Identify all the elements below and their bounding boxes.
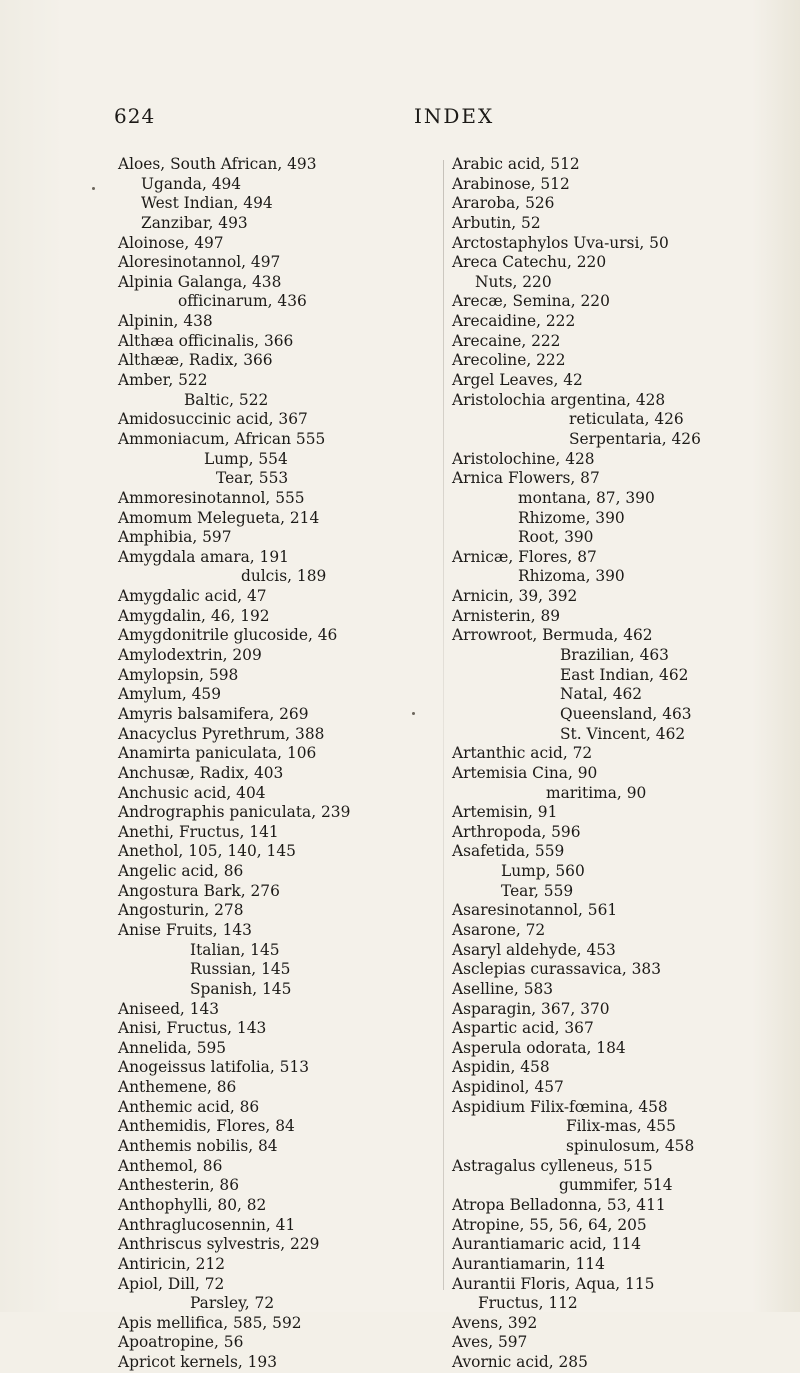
index-entry: Anise Fruits, 143 bbox=[118, 920, 252, 939]
index-column-right bbox=[452, 155, 764, 1373]
index-entry: Arecæ, Semina, 220 bbox=[452, 292, 610, 311]
index-entry: Aurantiamarin, 114 bbox=[452, 1254, 605, 1273]
index-entry: Aves, 597 bbox=[452, 1333, 528, 1352]
index-entry: Amylopsin, 598 bbox=[118, 665, 239, 684]
index-subentry: Natal, 462 bbox=[560, 685, 643, 704]
ink-speck bbox=[412, 712, 415, 715]
index-entry: Apricot kernels, 193 bbox=[118, 1353, 278, 1372]
index-entry: Aristolochia argentina, 428 bbox=[452, 390, 666, 409]
index-subentry: Rhizoma, 390 bbox=[518, 567, 625, 586]
index-entry: Anthemis nobilis, 84 bbox=[118, 1137, 278, 1156]
index-entry: Amidosuccinic acid, 367 bbox=[118, 410, 308, 429]
index-subentry: Tear, 559 bbox=[501, 881, 574, 900]
index-subentry: Queensland, 463 bbox=[560, 704, 692, 723]
index-subentry: Tear, 553 bbox=[216, 469, 289, 488]
index-entry: Apoatropine, 56 bbox=[118, 1333, 244, 1352]
index-entry: Arnicæ, Flores, 87 bbox=[452, 547, 597, 566]
column-gutter bbox=[443, 160, 444, 1290]
index-entry: Amyris balsamifera, 269 bbox=[118, 704, 309, 723]
index-entry: Amygdonitrile glucoside, 46 bbox=[118, 626, 338, 645]
index-entry: Arctostaphylos Uva-ursi, 50 bbox=[452, 233, 669, 252]
index-entry: Ammoresinotannol, 555 bbox=[118, 488, 305, 507]
index-entry: Amygdala amara, 191 bbox=[118, 547, 289, 566]
index-entry: Areca Catechu, 220 bbox=[452, 253, 607, 272]
index-entry: Aspidinol, 457 bbox=[452, 1078, 564, 1097]
index-subentry: East Indian, 462 bbox=[560, 665, 689, 684]
index-entry: Anethol, 105, 140, 145 bbox=[118, 842, 296, 861]
index-subentry: Parsley, 72 bbox=[190, 1294, 275, 1313]
index-subentry: Baltic, 522 bbox=[184, 390, 269, 409]
index-entry: Anthophylli, 80, 82 bbox=[118, 1195, 267, 1214]
index-entry: Arnica Flowers, 87 bbox=[452, 469, 600, 488]
index-subentry: officinarum, 436 bbox=[178, 292, 307, 311]
index-entry: Asclepias curassavica, 383 bbox=[452, 960, 662, 979]
index-entry: Alpinia Galanga, 438 bbox=[118, 272, 282, 291]
index-entry: Aurantii Floris, Aqua, 115 bbox=[452, 1274, 655, 1293]
index-entry: Artemisia Cina, 90 bbox=[452, 763, 598, 782]
index-subentry: maritima, 90 bbox=[546, 783, 647, 802]
index-column-left bbox=[118, 155, 423, 1373]
index-entry: Arnicin, 39, 392 bbox=[452, 587, 578, 606]
index-subentry: Root, 390 bbox=[518, 528, 594, 547]
index-subentry: Nuts, 220 bbox=[475, 272, 552, 291]
index-subentry: Italian, 145 bbox=[190, 940, 280, 959]
index-entry: Arabic acid, 512 bbox=[452, 155, 580, 173]
index-entry: Amomum Melegueta, 214 bbox=[118, 508, 320, 527]
index-entry: Anthemic acid, 86 bbox=[118, 1097, 260, 1116]
index-entry: Angosturin, 278 bbox=[118, 901, 244, 920]
index-entry: Ammoniacum, African 555 bbox=[118, 429, 326, 448]
ink-speck bbox=[92, 187, 95, 190]
index-subentry: Zanzibar, 493 bbox=[141, 213, 248, 232]
index-subentry: Spanish, 145 bbox=[190, 979, 292, 998]
index-entry: Asarone, 72 bbox=[452, 920, 546, 939]
index-entry: Araroba, 526 bbox=[452, 194, 555, 213]
index-entry: Alpinin, 438 bbox=[118, 312, 213, 331]
index-entry: Asperula odorata, 184 bbox=[452, 1038, 626, 1057]
index-entry: Aloes, South African, 493 bbox=[118, 155, 317, 173]
index-subentry: Rhizome, 390 bbox=[518, 508, 625, 527]
index-entry: Arabinose, 512 bbox=[452, 174, 570, 193]
index-subentry: Lump, 560 bbox=[501, 862, 585, 881]
index-entry: Arecaidine, 222 bbox=[452, 312, 576, 331]
index-subentry: Uganda, 494 bbox=[141, 174, 242, 193]
index-entry: Amphibia, 597 bbox=[118, 528, 232, 547]
index-entry: Andrographis paniculata, 239 bbox=[118, 803, 351, 822]
index-entry: Aurantiamaric acid, 114 bbox=[452, 1235, 642, 1254]
index-entry: Asaryl aldehyde, 453 bbox=[452, 940, 616, 959]
index-entry: Arrowroot, Bermuda, 462 bbox=[452, 626, 653, 645]
index-entry: Artemisin, 91 bbox=[452, 803, 558, 822]
running-head: INDEX bbox=[414, 104, 495, 128]
index-entry: Argel Leaves, 42 bbox=[452, 371, 583, 390]
index-entry: Amylum, 459 bbox=[118, 685, 221, 704]
index-subentry: Serpentaria, 426 bbox=[569, 429, 701, 448]
index-entry: Angostura Bark, 276 bbox=[118, 881, 280, 900]
index-subentry: Fructus, 112 bbox=[478, 1294, 578, 1313]
index-entry: Aspidium Filix-fœmina, 458 bbox=[452, 1097, 668, 1116]
index-entry: Angelic acid, 86 bbox=[118, 862, 244, 881]
index-entry: Asparagin, 367, 370 bbox=[452, 999, 610, 1018]
index-subentry: spinulosum, 458 bbox=[566, 1137, 695, 1156]
index-entry: Anchusæ, Radix, 403 bbox=[118, 763, 284, 782]
index-entry: Arecaine, 222 bbox=[452, 331, 561, 350]
index-subentry: reticulata, 426 bbox=[569, 410, 684, 429]
index-entry: Arthropoda, 596 bbox=[452, 822, 581, 841]
index-entry: Asafetida, 559 bbox=[452, 842, 565, 861]
index-entry: Anthraglucosennin, 41 bbox=[118, 1215, 296, 1234]
index-entry: Avens, 392 bbox=[452, 1313, 538, 1332]
index-entry: Atropine, 55, 56, 64, 205 bbox=[452, 1215, 647, 1234]
index-entry: Amygdalic acid, 47 bbox=[118, 587, 267, 606]
index-entry: Althæa officinalis, 366 bbox=[118, 331, 294, 350]
index-entry: Annelida, 595 bbox=[118, 1038, 227, 1057]
index-entry: Amylodextrin, 209 bbox=[118, 646, 262, 665]
index-entry: Avornic acid, 285 bbox=[452, 1353, 588, 1372]
index-entry: Apiol, Dill, 72 bbox=[118, 1274, 225, 1293]
page-header bbox=[0, 104, 800, 134]
index-subentry: St. Vincent, 462 bbox=[560, 724, 686, 743]
index-subentry: Brazilian, 463 bbox=[560, 646, 669, 665]
index-entry: Apis mellifica, 585, 592 bbox=[118, 1313, 302, 1332]
index-entry: Antiricin, 212 bbox=[118, 1254, 226, 1273]
index-entry: Aselline, 583 bbox=[452, 979, 554, 998]
index-entry: Arnisterin, 89 bbox=[452, 606, 561, 625]
index-entry: Atropa Belladonna, 53, 411 bbox=[452, 1195, 666, 1214]
index-entry: Arecoline, 222 bbox=[452, 351, 566, 370]
index-entry: Anogeissus latifolia, 513 bbox=[118, 1058, 310, 1077]
index-subentry: Lump, 554 bbox=[204, 449, 288, 468]
index-entry: Asaresinotannol, 561 bbox=[452, 901, 618, 920]
index-entry: Anethi, Fructus, 141 bbox=[118, 822, 279, 841]
index-entry: Anacyclus Pyrethrum, 388 bbox=[118, 724, 325, 743]
index-entry: Astragalus cylleneus, 515 bbox=[452, 1156, 653, 1175]
index-entry: Amber, 522 bbox=[118, 371, 208, 390]
index-subentry: gummifer, 514 bbox=[559, 1176, 673, 1195]
index-subentry: West Indian, 494 bbox=[141, 194, 273, 213]
index-entry: Aspidin, 458 bbox=[452, 1058, 550, 1077]
index-entry: Aristolochine, 428 bbox=[452, 449, 595, 468]
index-entry: Anthesterin, 86 bbox=[118, 1176, 239, 1195]
index-entry: Aloresinotannol, 497 bbox=[118, 253, 281, 272]
index-subentry: dulcis, 189 bbox=[241, 567, 327, 586]
index-entry: Anthriscus sylvestris, 229 bbox=[118, 1235, 320, 1254]
index-entry: Artanthic acid, 72 bbox=[452, 744, 593, 763]
index-subentry: Filix-mas, 455 bbox=[566, 1117, 676, 1136]
index-subentry: montana, 87, 390 bbox=[518, 488, 655, 507]
index-entry: Anchusic acid, 404 bbox=[118, 783, 266, 802]
page-number: 624 bbox=[114, 104, 156, 128]
index-entry: Anthemene, 86 bbox=[118, 1078, 237, 1097]
index-subentry: Russian, 145 bbox=[190, 960, 291, 979]
index-entry: Aspartic acid, 367 bbox=[452, 1019, 594, 1038]
index-entry: Arbutin, 52 bbox=[452, 213, 541, 232]
index-entry: Amygdalin, 46, 192 bbox=[118, 606, 270, 625]
index-entry: Althææ, Radix, 366 bbox=[118, 351, 273, 370]
index-entry: Anthemol, 86 bbox=[118, 1156, 223, 1175]
index-entry: Anisi, Fructus, 143 bbox=[118, 1019, 267, 1038]
index-entry: Aloinose, 497 bbox=[118, 233, 224, 252]
index-entry: Aniseed, 143 bbox=[118, 999, 220, 1018]
index-entry: Anthemidis, Flores, 84 bbox=[118, 1117, 295, 1136]
index-entry: Anamirta paniculata, 106 bbox=[118, 744, 317, 763]
